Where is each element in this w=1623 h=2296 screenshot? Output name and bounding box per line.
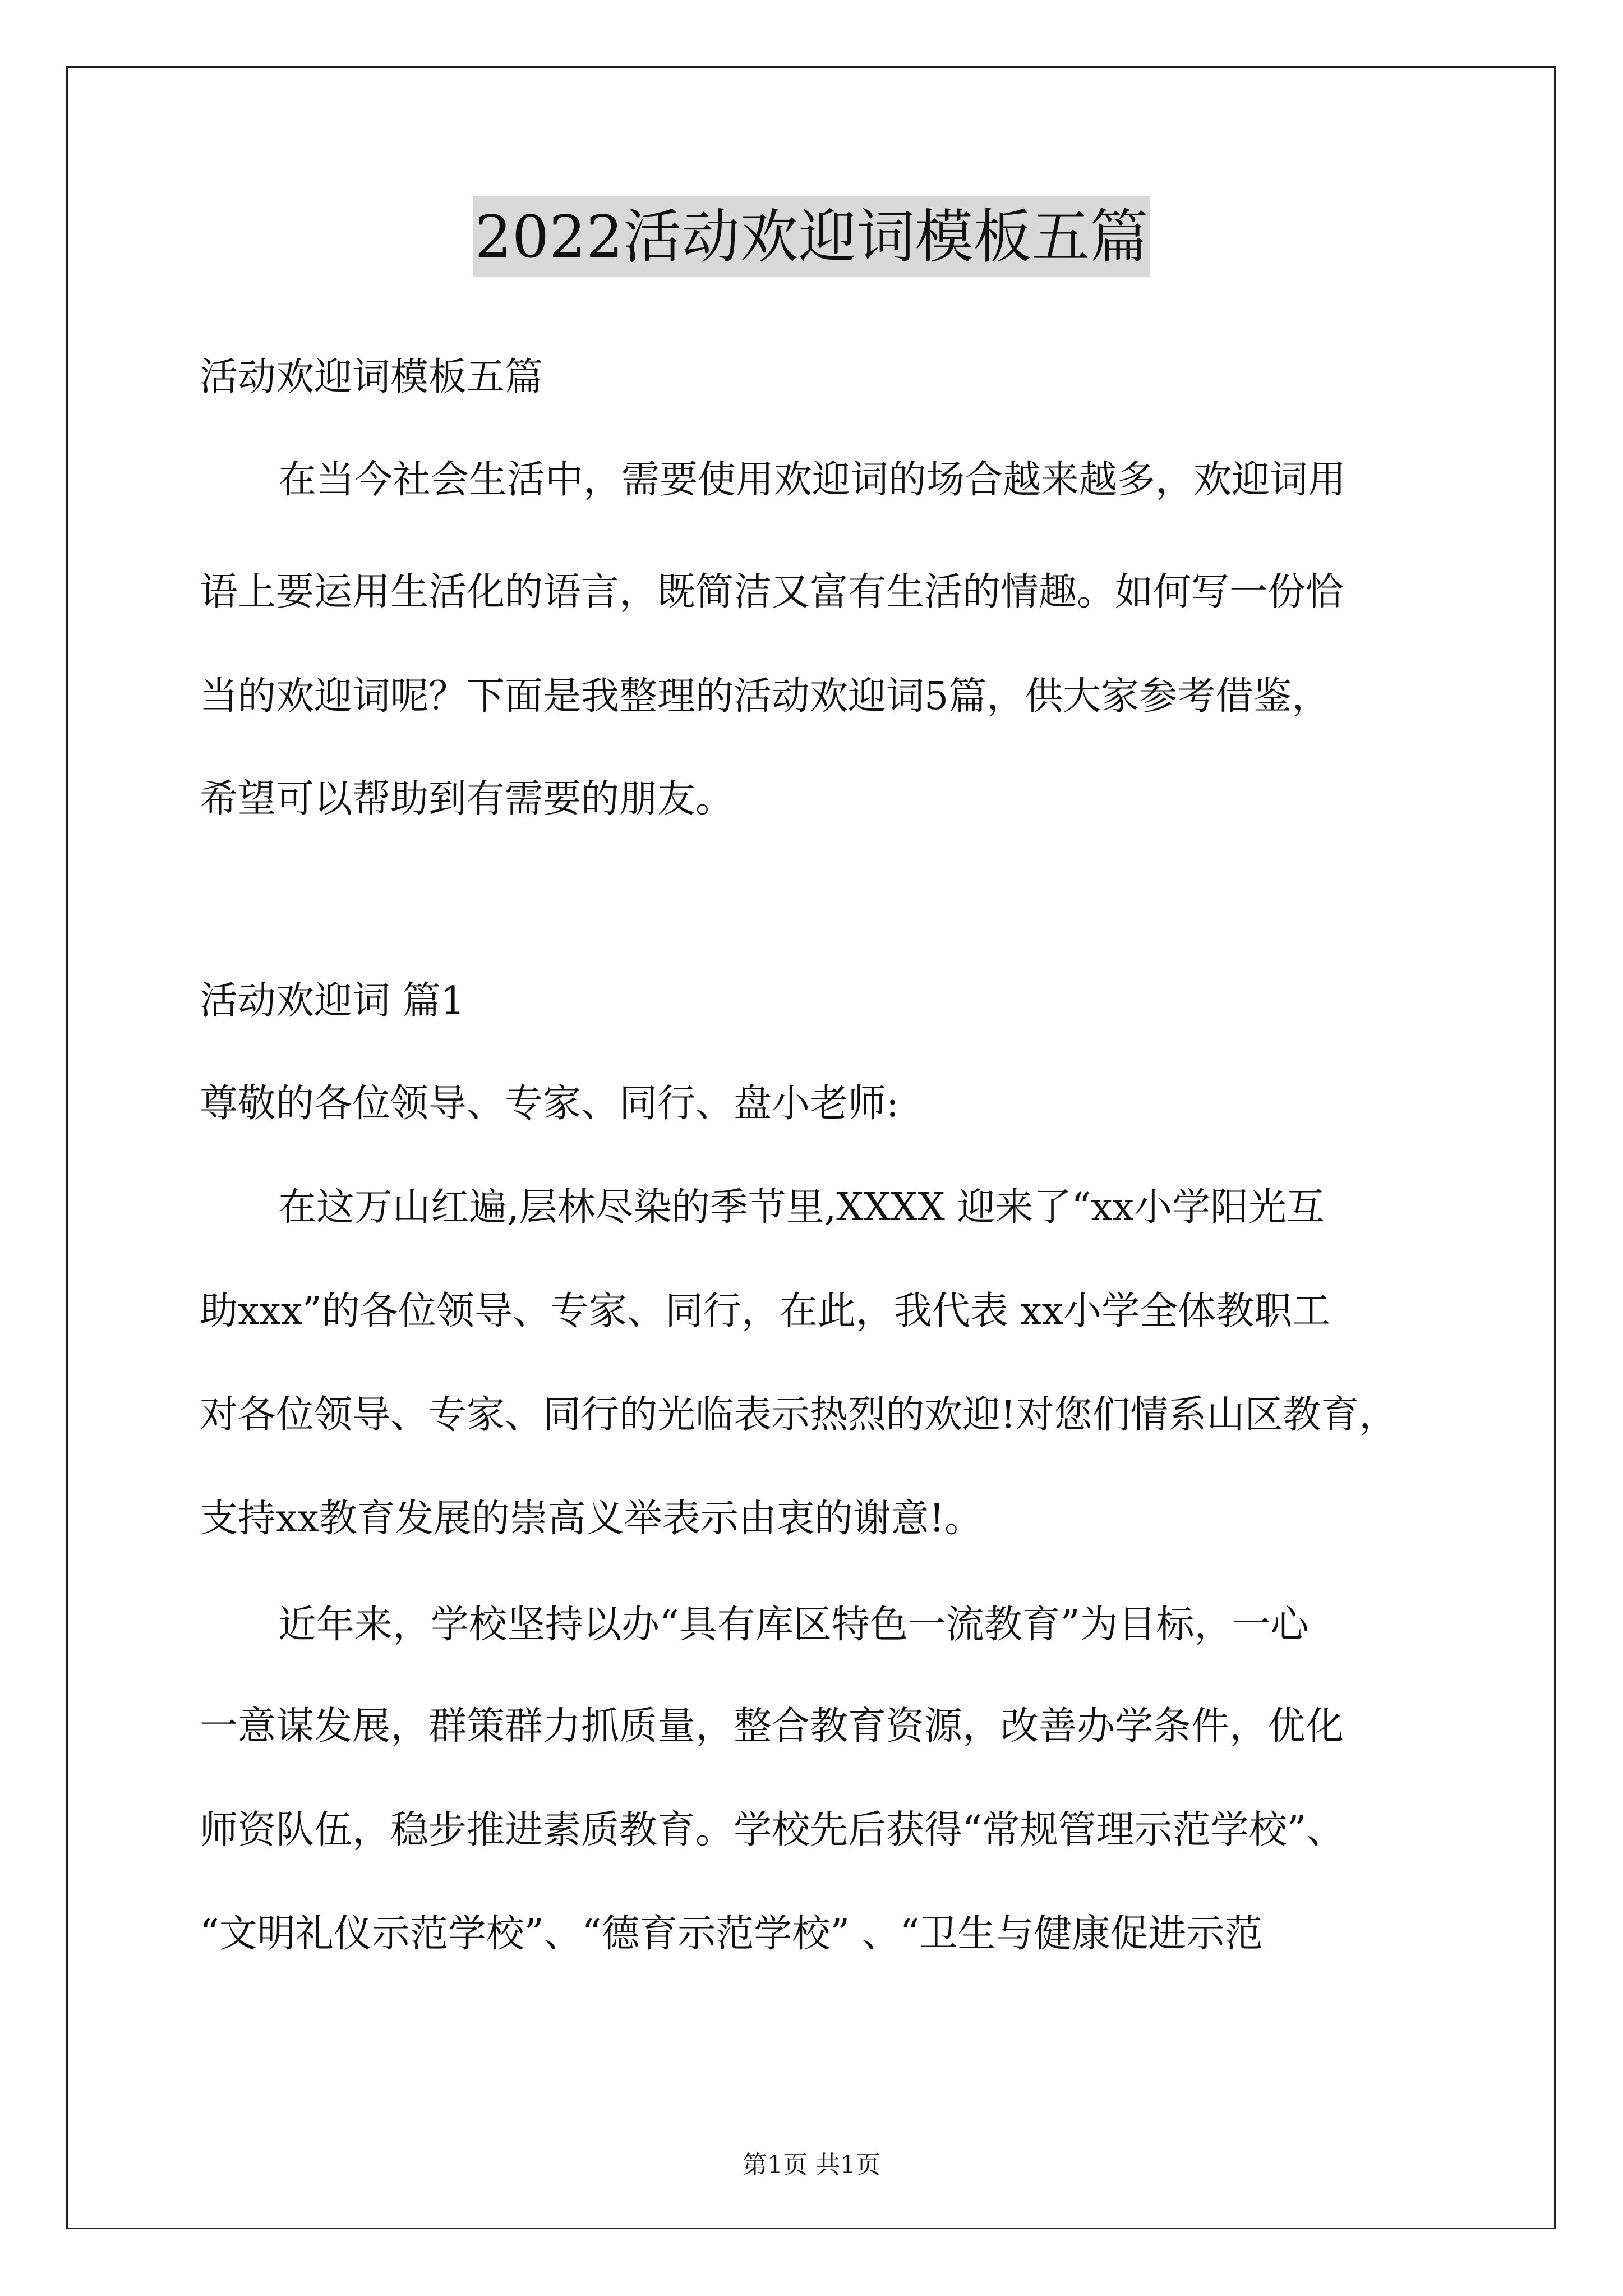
body-paragraph-line: “文明礼仪示范学校”、“德育示范学校” 、“卫生与健康促进示范 <box>200 1912 1263 1956</box>
intro-paragraph-line: 在当今社会生活中，需要使用欢迎词的场合越来越多，欢迎词用 <box>278 458 1347 502</box>
body-paragraph-line: 对各位领导、专家、同行的光临表示热烈的欢迎!对您们情系山区教育， <box>200 1393 1398 1437</box>
intro-paragraph-line: 语上要运用生活化的语言，既简洁又富有生活的情趣。如何写一份恰 <box>200 570 1344 614</box>
body-paragraph-line: 师资队伍，稳步推进素质教育。学校先后获得“常规管理示范学校”、 <box>200 1808 1345 1852</box>
salutation-line: 尊敬的各位领导、专家、同行、盘小老师: <box>200 1082 899 1126</box>
body-paragraph-line: 支持xx教育发展的崇高义举表示由衷的谢意!。 <box>200 1497 983 1541</box>
subtitle-line: 活动欢迎词模板五篇 <box>200 355 543 399</box>
body-paragraph-line: 一意谋发展，群策群力抓质量，整合教育资源，改善办学条件，优化 <box>200 1704 1344 1749</box>
body-paragraph-line: 近年来，学校坚持以办“具有库区特色一流教育”为目标，一心 <box>278 1603 1309 1647</box>
section-heading: 活动欢迎词 篇1 <box>200 979 465 1023</box>
page-footer: 第1页 共1页 <box>743 2151 880 2179</box>
document-title: 2022活动欢迎词模板五篇 <box>473 196 1151 277</box>
intro-paragraph-line: 当的欢迎词呢？下面是我整理的活动欢迎词5篇，供大家参考借鉴， <box>200 674 1330 719</box>
title-container <box>0 196 1623 277</box>
intro-paragraph-line: 希望可以帮助到有需要的朋友。 <box>200 777 734 821</box>
body-paragraph-line: 在这万山红遍,层林尽染的季节里,XXXX 迎来了“xx小学阳光互 <box>278 1185 1325 1230</box>
body-paragraph-line: 助xxx”的各位领导、专家、同行，在此，我代表 xx小学全体教职工 <box>200 1289 1331 1333</box>
